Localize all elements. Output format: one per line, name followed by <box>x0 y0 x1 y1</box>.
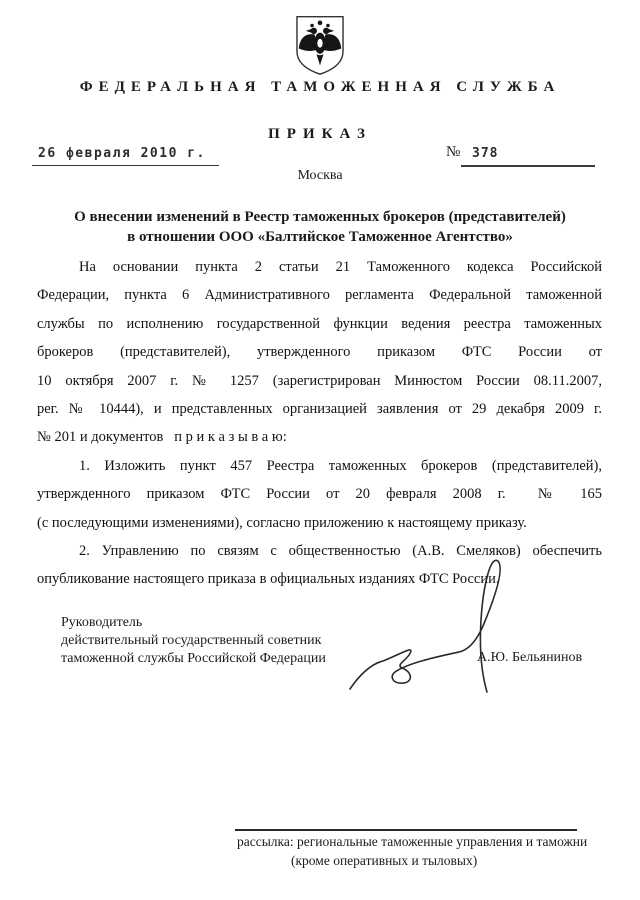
body-line: службы по исполнению государственной функции ведения реестра таможенных <box>37 315 602 332</box>
document-date: 26 февраля 2010 г. <box>38 146 206 161</box>
body-line: 2. Управлению по связям с общественностью (А.В. Смеляков) обеспечить <box>79 543 602 560</box>
number-sign: № <box>446 144 461 160</box>
body-line: Федерации, пункта 6 Административного регламента Федеральной таможенной <box>37 287 602 304</box>
number-underline <box>461 165 595 167</box>
body-line: рег. № 10444), и представленных организацией заявления от 29 декабря 2009 г. <box>37 401 602 418</box>
handwritten-signature <box>348 556 544 698</box>
date-underline <box>32 165 219 166</box>
document-title <box>40 208 600 247</box>
coat-of-arms-icon <box>292 14 348 76</box>
body-line: утвержденного приказом ФТС России от 20 февраля 2008 г. № 165 <box>37 486 602 503</box>
title-line-2: в отношении ООО «Балтийское Таможенное Агентство» <box>127 228 513 245</box>
body-line: (с последующими изменениями), согласно приложению к настоящему приказу. <box>37 514 527 531</box>
body-line: На основании пункта 2 статьи 21 Таможенного кодекса Российской <box>79 259 602 275</box>
city-label: Москва <box>297 168 343 183</box>
body-line: опубликование настоящего приказа в официальных изданиях ФТС России. <box>37 571 500 588</box>
body-line: 10 октября 2007 г. № 1257 (зарегистрирован Минюстом России 08.11.2007, <box>37 372 602 389</box>
position-line-1: Руководитель <box>61 615 143 630</box>
document-type-heading: ПРИКАЗ <box>268 126 372 142</box>
footer-separator-line <box>235 829 577 831</box>
body-text <box>37 253 602 594</box>
position-line-3: таможенной службы Российской Федерации <box>61 651 326 667</box>
document-number: 378 <box>472 146 499 161</box>
distribution-note-line-1: рассылка: региональные таможенные управления и таможни <box>237 834 588 849</box>
agency-name: ФЕДЕРАЛЬНАЯ ТАМОЖЕННАЯ СЛУЖБА <box>79 79 561 95</box>
title-line-1: О внесении изменений в Реестр таможенных брокеров (представителей) <box>74 209 566 225</box>
body-line: № 201 и документов п р и к а з ы в а ю: <box>37 429 287 446</box>
body-line: брокеров (представителей), утвержденного приказом ФТС России от <box>37 344 602 361</box>
signatory-position <box>61 614 326 669</box>
position-line-2: действительный государственный советник <box>61 633 322 649</box>
signatory-name: А.Ю. Бельянинов <box>477 650 583 665</box>
distribution-note-line-2: (кроме оперативных и тыловых) <box>291 853 478 868</box>
body-line: 1. Изложить пункт 457 Реестра таможенных брокеров (представителей), <box>79 457 602 474</box>
